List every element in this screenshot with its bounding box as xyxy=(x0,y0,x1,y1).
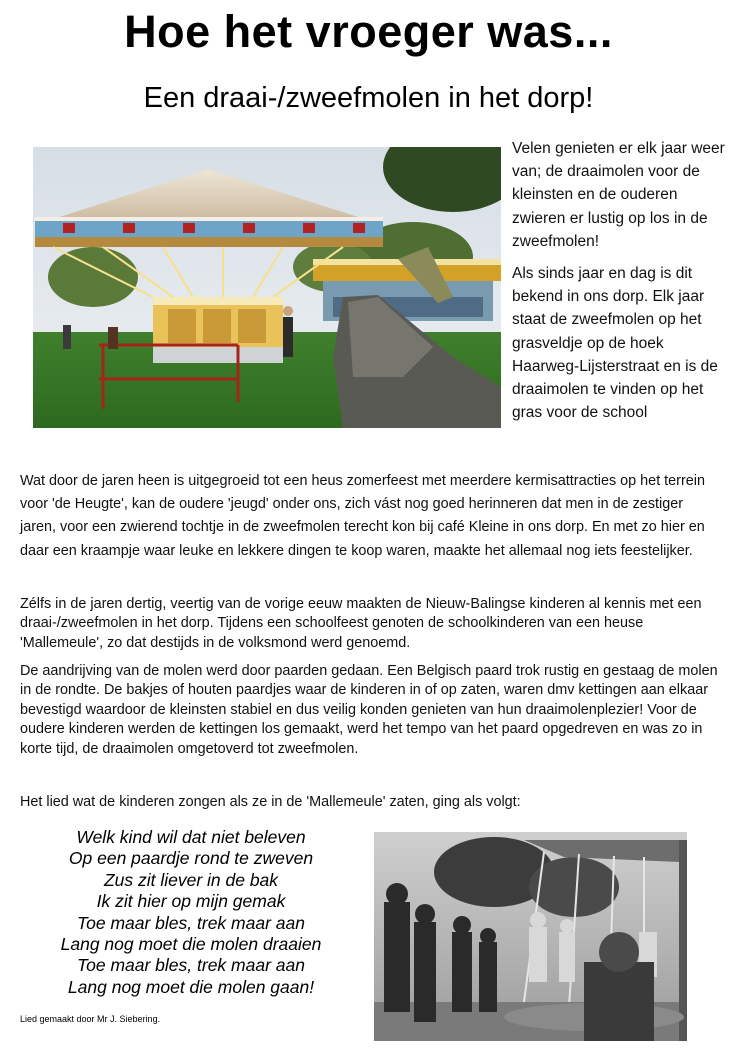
page-subtitle: Een draai-/zweefmolen in het dorp! xyxy=(143,82,594,114)
song-line: Ik zit hier op mijn gemak xyxy=(96,891,286,912)
song-line: Lang nog moet die molen draaien xyxy=(60,934,322,955)
body-paragraph-1: Wat door de jaren heen is uitgegroeid tot een heus zomerfeest met meerdere kermisattracties op het terrein voor 'de Heugte', kan de oudere 'jeugd' onder ons, zich vást nog goed herinneren dat men in de zestiger jaren, voor een zwierend tochtje in de zweefmolen terecht kon bij café Kleine in ons dorp. En met zo hier en daar een kraampje waar leuke en lekkere dingen te koop waren, maakte het allemaal nog iets feestelijker. xyxy=(20,473,705,559)
body-paragraph-3: De aandrijving van de molen werd door paarden gedaan. Een Belgisch paard trok rustig en gestaag de molen in de rondte. De bakjes of houten paardjes waar de kinderen in of op zaten, waren dmv kettingen aan elkaar bevestigd waardoor de kleinsten stabiel en dus veilig konden genieten van hun draaimolenplezier! Voor de oudere kinderen werden de kettingen los gemaakt, werd het tempo van het paard opgedreven en was zo in korte tijd, de draaimolen omgetoverd tot zweefmolen. xyxy=(20,663,718,757)
song-line: Lang nog moet die molen gaan! xyxy=(67,976,315,997)
song-line: Op een paardje rond te zweven xyxy=(68,848,314,869)
intro-paragraph-1: Velen genieten er elk jaar weer van; de draaimolen voor de kleinsten en de ouderen zwieren er lustig op los in de zweefmolen! xyxy=(512,140,725,250)
historic-carousel-photo xyxy=(374,832,687,1041)
song-credit: Lied gemaakt door Mr J. Siebering. xyxy=(20,1014,161,1024)
song-line: Welk kind wil dat niet beleven xyxy=(76,827,306,847)
intro-paragraph-2: Als sinds jaar en dag is dit bekend in ons dorp. Elk jaar staat de zweefmolen op het grasveldje op de hoek Haarweg-Lijsterstraat en is de draaimolen te vinden op het gras voor de school xyxy=(512,265,718,422)
page-title: Hoe het vroeger was... xyxy=(124,6,613,57)
carousel-photo xyxy=(33,147,501,428)
song-lyrics xyxy=(26,827,356,998)
intro-column xyxy=(512,137,732,433)
body-paragraph-2: Zélfs in de jaren dertig, veertig van de vorige eeuw maakten de Nieuw-Balingse kinderen al kennis met een draai-/zweefmolen in het dorp. Tijdens een schoolfeest genoten de schoolkinderen van een heuse 'Mallemeule', zo dat destijds in de volksmond werd genoemd. xyxy=(20,596,702,651)
body-paragraph-4: Het lied wat de kinderen zongen als ze in de 'Mallemeule' zaten, ging als volgt: xyxy=(20,794,521,810)
song-line: Zus zit liever in de bak xyxy=(103,869,279,890)
song-line: Toe maar bles, trek maar aan xyxy=(77,912,305,933)
song-line: Toe maar bles, trek maar aan xyxy=(77,955,305,976)
